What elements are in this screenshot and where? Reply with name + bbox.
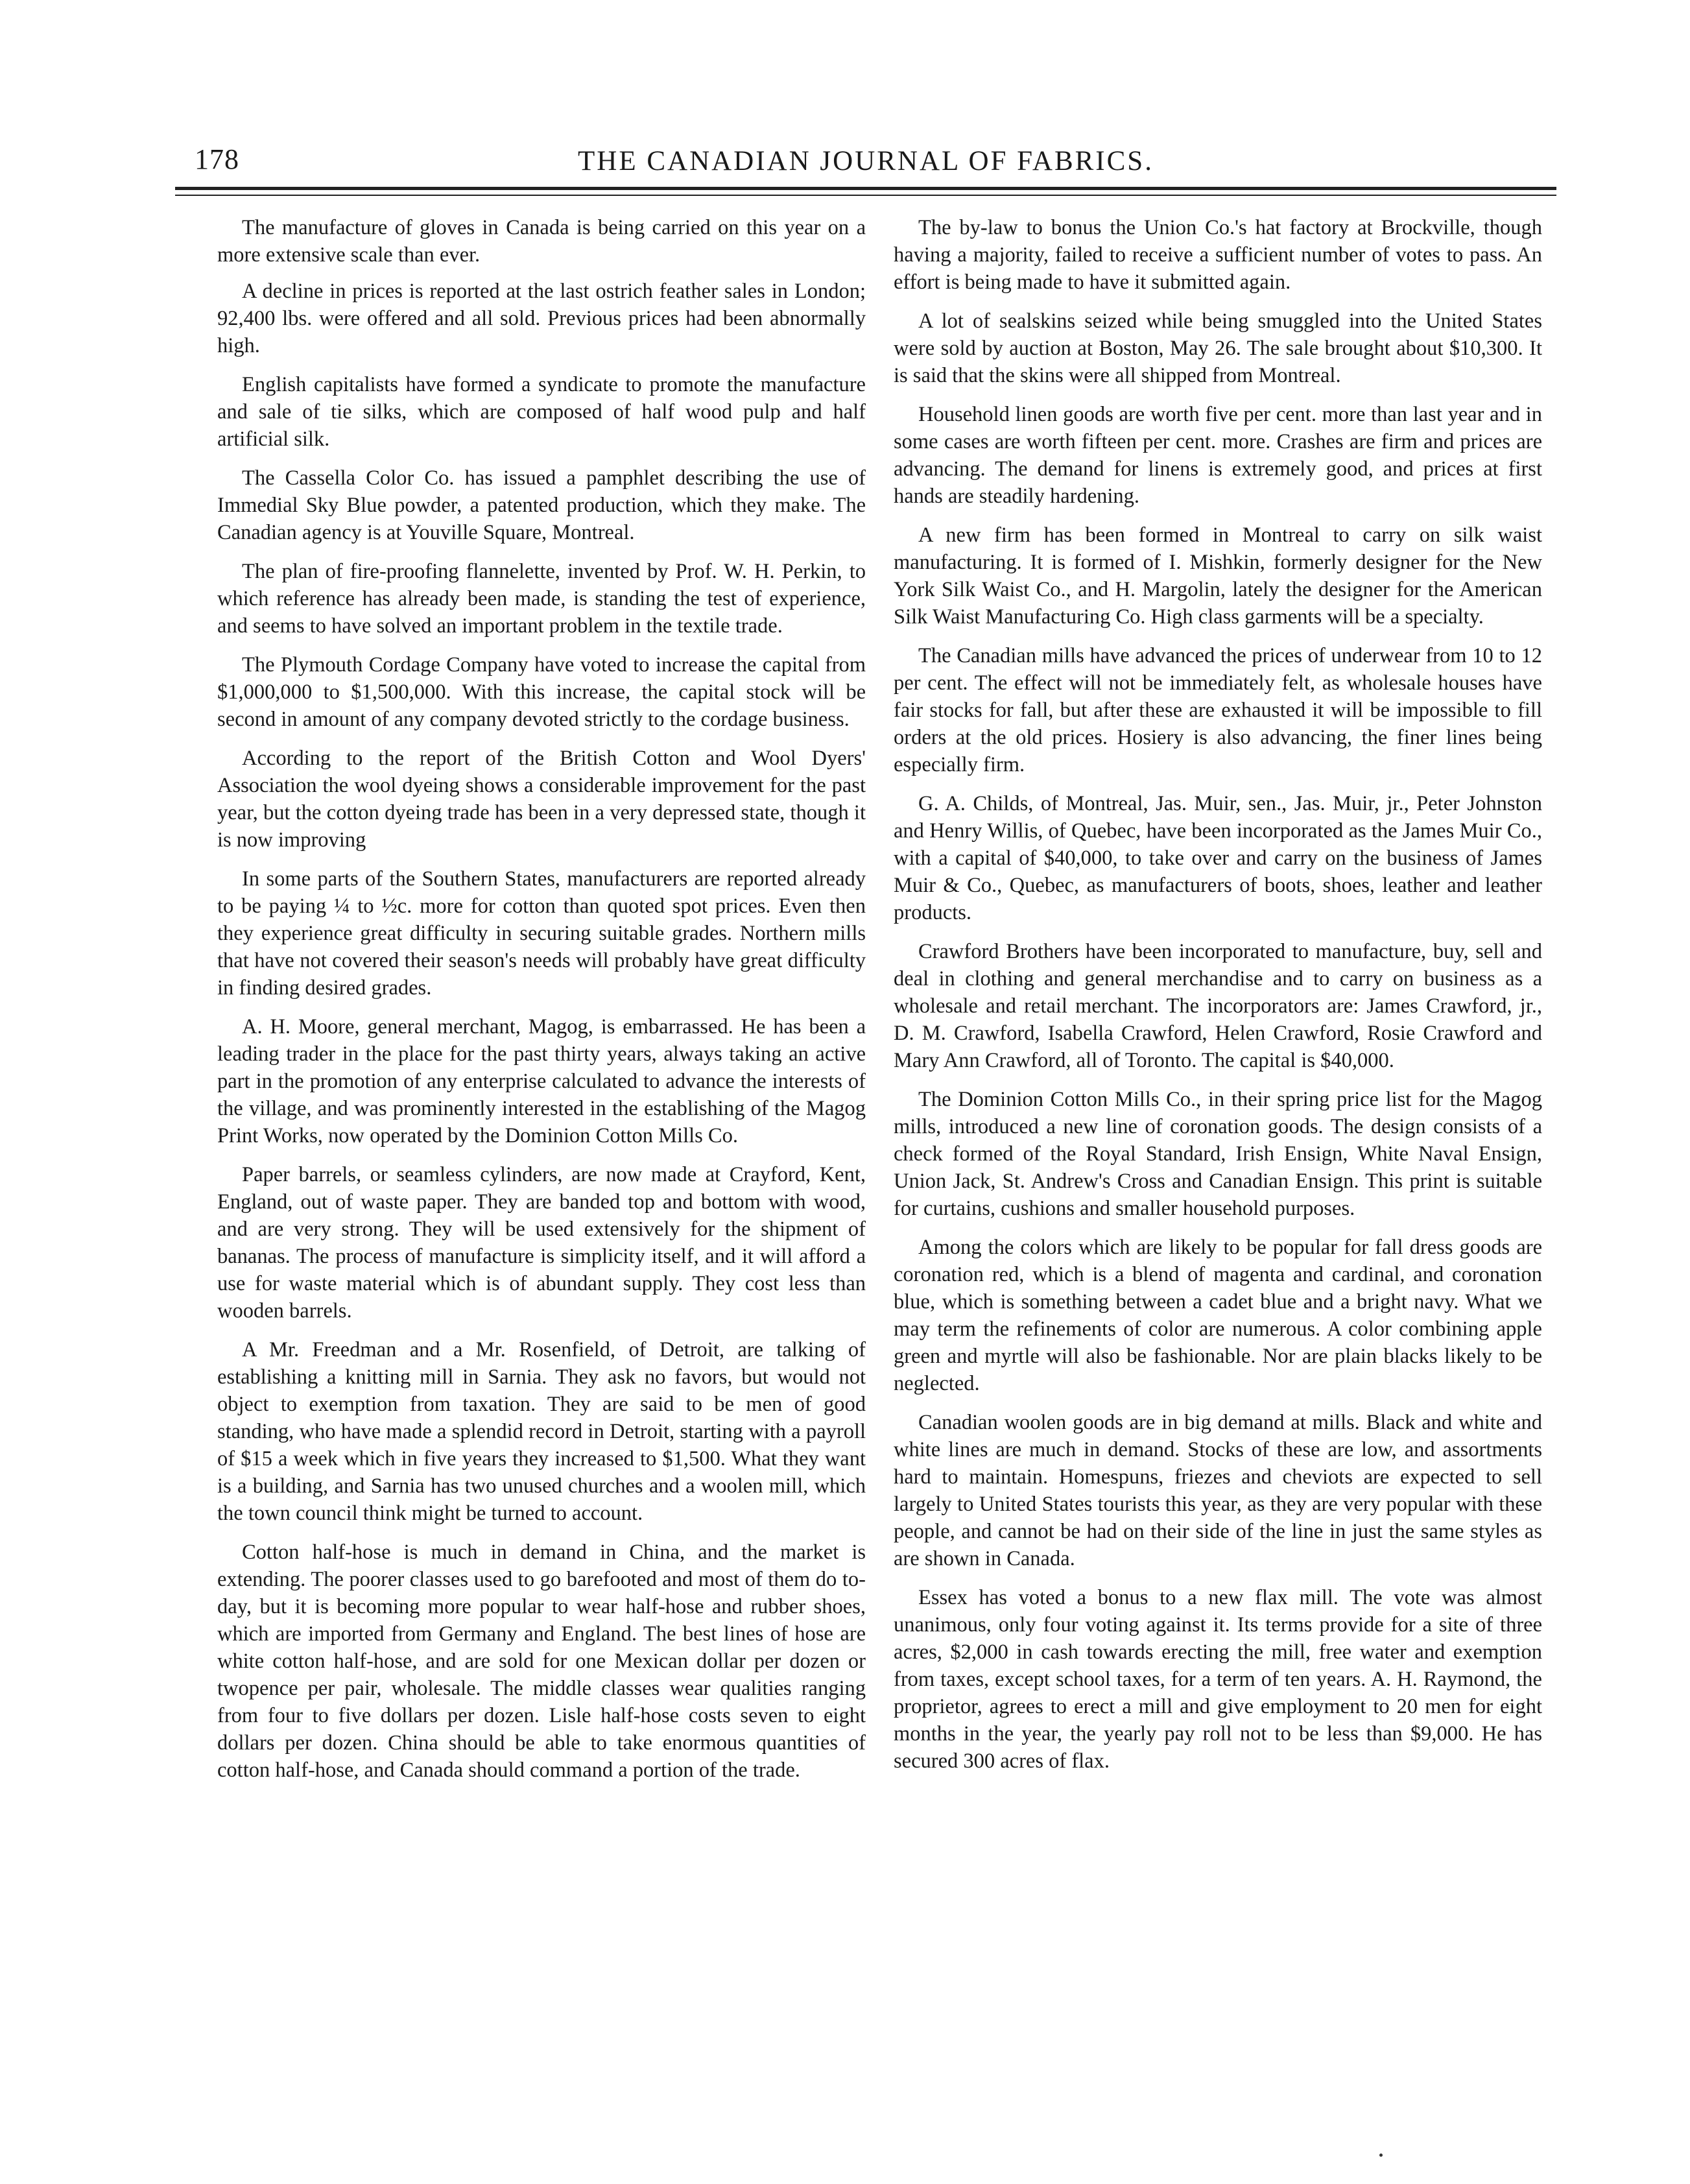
paragraph: A new firm has been formed in Montreal to carry on silk waist manufacturing. It is formed of I. Mishkin, formerly designer for the New York Silk Waist Co., and H. Margolin, lately the designer for the American Silk Waist Manufacturing Co. High class garments will be a specialty. [894,523,1542,629]
paragraph: According to the report of the British Cotton and Wool Dyers' Association the wool dyeing shows a considerable improvement for the past year, but the cotton dyeing trade has been in a very depressed state, though it is now improving [217,747,866,852]
paragraph: The Cassella Color Co. has issued a pamphlet describing the use of Immedial Sky Blue powder, a patented production, which they make. The Canadian agency is at Youville Square, Montreal. [217,466,866,544]
paragraph: Crawford Brothers have been incorporated to manufacture, buy, sell and deal in clothing and general merchandise and to carry on business as a wholesale and retail merchant. The incorporators are: James Crawford, jr., D. M. Crawford, Isabella Crawford, Helen Crawford, Rosie Crawford and Mary Ann Crawford, all of Toronto. The capital is $40,000. [894,940,1542,1072]
paragraph: In some parts of the Southern States, manufacturers are reported already to be paying ¼ to ½c. more for cotton than quoted spot prices. Even then they experience great difficulty in securing suitable grades. Northern mills that have not covered their season's needs will probably have great difficulty in finding desired grades. [217,867,866,1000]
paragraph: The manufacture of gloves in Canada is being carried on this year on a more extensive scale than ever. [217,216,866,267]
paragraph: Essex has voted a bonus to a new flax mill. The vote was almost unanimous, only four voting against it. Its terms provide for a site of three acres, $2,000 in cash towards erecting the mill, free water and exemption from taxes, except school taxes, for a term of ten years. A. H. Raymond, the proprietor, agrees to erect a mill and give employment to 20 men for eight months in the year, the yearly pay roll not to be less than $9,000. He has secured 300 acres of flax. [894,1586,1542,1773]
page-number: 178 [195,143,239,175]
paragraph: Paper barrels, or seamless cylinders, are now made at Crayford, Kent, England, out of waste paper. They are banded top and bottom with wood, and are very strong. They will be used extensively for the shipment of bananas. The process of manufacture is simplicity itself, and it will afford a use for waste material which is of abundant supply. They cost less than wooden barrels. [217,1163,866,1323]
paragraph: The Dominion Cotton Mills Co., in their spring price list for the Magog mills, introduced a new line of coronation goods. The design consists of a check formed of the Royal Standard, Irish Ensign, White Naval Ensign, Union Jack, St. Andrew's Cross and Canadian Ensign. This print is suitable for curtains, cushions and smaller household purposes. [894,1088,1542,1220]
paragraph: Household linen goods are worth five per cent. more than last year and in some cases are worth fifteen per cent. more. Crashes are firm and prices are advancing. The demand for linens is extremely good, and prices at first hands are steadily hardening. [894,403,1542,508]
paragraph: The plan of fire-proofing flannelette, invented by Prof. W. H. Perkin, to which reference has already been made, is standing the test of experience, and seems to have solved an important problem in the textile trade. [217,560,866,638]
paragraph: The Canadian mills have advanced the prices of underwear from 10 to 12 per cent. The effect will not be immediately felt, as wholesale houses have fair stocks for fall, but after these are exhausted it will be impossible to fill orders at the old prices. Hosiery is also advancing, the finer lines being especially firm. [894,644,1542,776]
paragraph: The Plymouth Cordage Company have voted to increase the capital from $1,000,000 to $1,500,000. With this increase, the capital stock will be second in amount of any company devoted strictly to the cordage business. [217,653,866,731]
paragraph: Among the colors which are likely to be popular for fall dress goods are coronation red, which is a blend of magenta and cardinal, and coronation blue, which is something between a cadet blue and a bright navy. What we may term the refinements of color are numerous. A color combining apple green and myrtle will also be fashionable. Nor are plain blacks likely to be neglected. [894,1236,1542,1395]
paragraph: English capitalists have formed a syndicate to promote the manufacture and sale of tie silks, which are composed of half wood pulp and half artificial silk. [217,373,866,451]
journal-title: THE CANADIAN JOURNAL OF FABRICS. [578,146,1154,176]
header-rule-thin [175,195,1556,196]
paragraph: A decline in prices is reported at the last ostrich feather sales in London; 92,400 lbs. were offered and all sold. Previous prices had been abnormally high. [217,280,866,357]
print-speck [1379,2154,1383,2157]
page-header [175,136,1556,182]
paragraph: A lot of sealskins seized while being smuggled into the United States were sold by auction at Boston, May 26. The sale brought about $10,300. It is said that the skins were all shipped from Montreal. [894,309,1542,387]
paragraph: The by-law to bonus the Union Co.'s hat factory at Brockville, though having a majority, failed to receive a sufficient number of votes to pass. An effort is being made to have it submitted again. [894,216,1542,294]
paragraph: Canadian woolen goods are in big demand at mills. Black and white and white lines are much in demand. Stocks of these are low, and assortments hard to maintain. Homespuns, friezes and cheviots are expected to sell largely to United States tourists this year, as they are very popular with these people, and cannot be had on their side of the line in just the same styles as are shown in Canada. [894,1411,1542,1570]
paragraph: G. A. Childs, of Montreal, Jas. Muir, sen., Jas. Muir, jr., Peter Johnston and Henry Willis, of Quebec, have been incorporated as the James Muir Co., with a capital of $40,000, to take over and carry on the business of James Muir & Co., Quebec, as manufacturers of boots, shoes, leather and leather products. [894,792,1542,924]
left-column [217,214,866,1795]
paragraph: A Mr. Freedman and a Mr. Rosenfield, of Detroit, are talking of establishing a knitting mill in Sarnia. They ask no favors, but would not object to exemption from taxation. They are said to be men of good standing, who have made a splendid record in Detroit, starting with a payroll of $15 a week which in five years they increased to $1,500. What they want is a building, and Sarnia has two unused churches and a woolen mill, which the town council think might be turned to account. [217,1338,866,1525]
header-rule [175,187,1556,190]
paragraph: A. H. Moore, general merchant, Magog, is embarrassed. He has been a leading trader in the place for the past thirty years, always taking an active part in the promotion of any enterprise calculated to advance the interests of the village, and was prominently interested in the establishing of the Magog Print Works, now operated by the Dominion Cotton Mills Co. [217,1015,866,1147]
paragraph: Cotton half-hose is much in demand in China, and the market is extending. The poorer classes used to go barefooted and most of them do to-day, but it is becoming more popular to wear half-hose and rubber shoes, which are imported from Germany and England. The best lines of hose are white cotton half-hose, and are sold for one Mexican dollar per dozen or twopence per pair, wholesale. The middle classes wear qualities ranging from four to five dollars per dozen. Lisle half-hose costs seven to eight dollars per dozen. China should be able to take enormous quantities of cotton half-hose, and Canada should command a portion of the trade. [217,1541,866,1782]
right-column [894,214,1542,1786]
